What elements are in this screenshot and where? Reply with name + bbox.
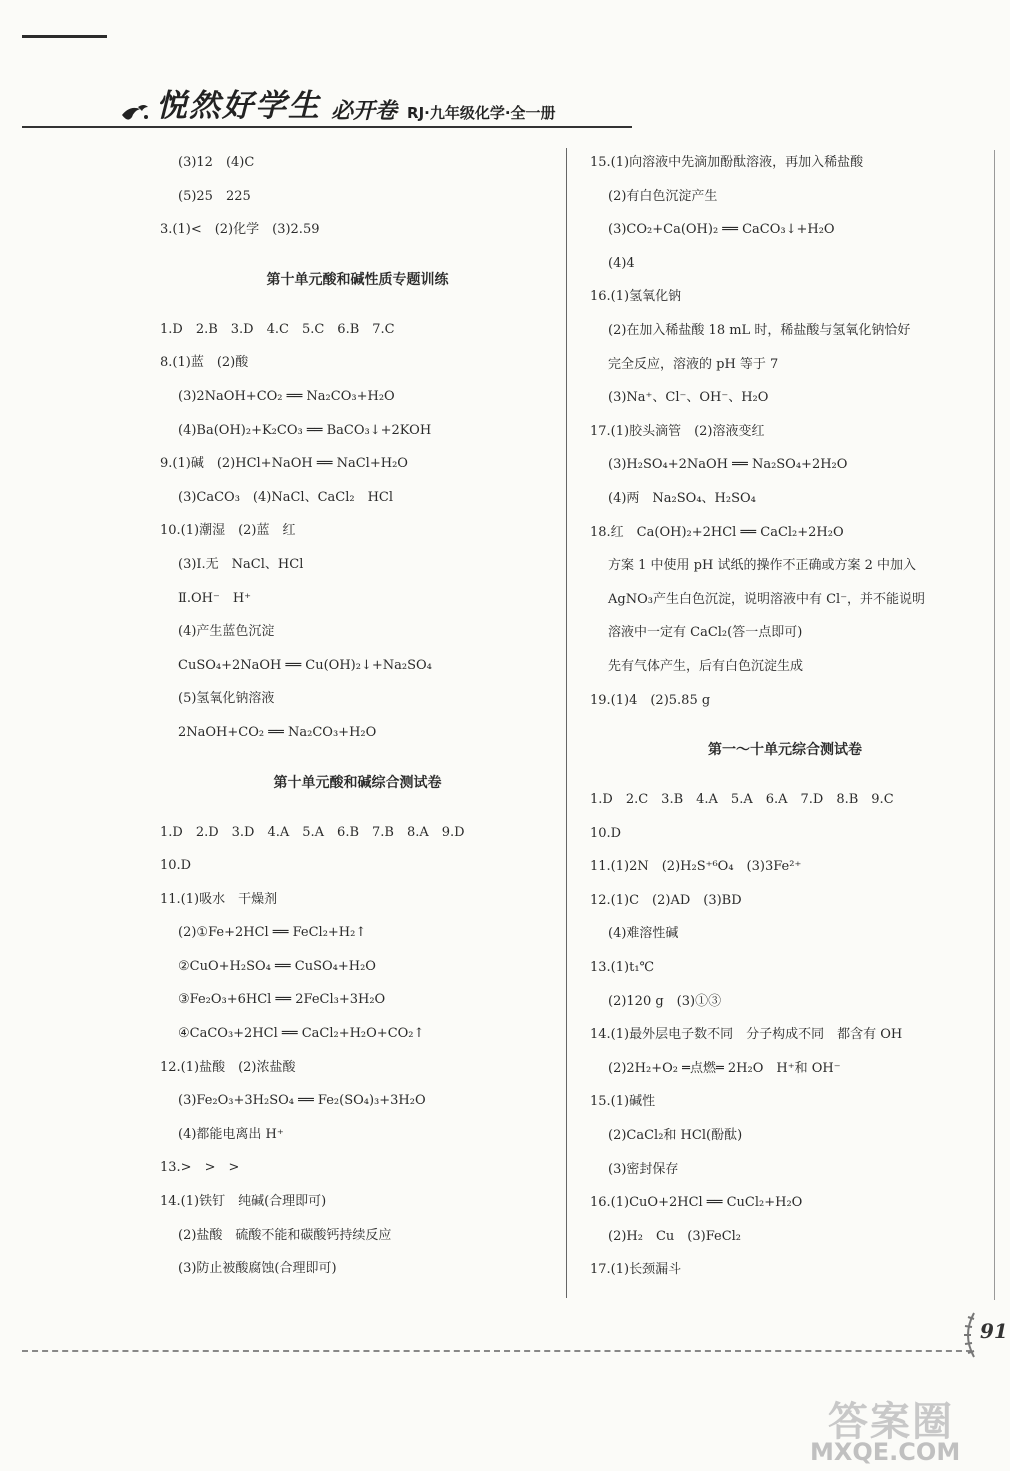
column-divider: [566, 148, 567, 1298]
answer-line: 11.(1)吸水 干燥剂: [160, 891, 278, 907]
answer-line: 溶液中一定有 CaCl₂(答一点即可): [608, 625, 803, 641]
answer-line: CuSO₄+2NaOH ══ Cu(OH)₂↓+Na₂SO₄: [178, 657, 432, 673]
header-rule: [22, 126, 632, 128]
answer-line: (2)在加入稀盐酸 18 mL 时，稀盐酸与氢氧化钠恰好: [608, 322, 911, 338]
answer-line: (3)12 (4)C: [178, 155, 255, 170]
answer-line: 16.(1)CuO+2HCl ══ CuCl₂+H₂O: [590, 1195, 803, 1211]
section-heading: 第一～十单元综合测试卷: [708, 742, 862, 759]
answer-line: 15.(1)碱性: [590, 1094, 656, 1110]
answer-line: ④CaCO₃+2HCl ══ CaCl₂+H₂O+CO₂↑: [178, 1026, 425, 1042]
section-heading: 第十单元酸和碱综合测试卷: [273, 774, 442, 791]
answer-line: (3)2NaOH+CO₂ ══ Na₂CO₃+H₂O: [178, 388, 395, 404]
answer-line: 2NaOH+CO₂ ══ Na₂CO₃+H₂O: [178, 724, 377, 740]
answer-line: (5)氢氧化钠溶液: [178, 691, 275, 707]
watermark-url: MXQE.COM: [810, 1438, 961, 1466]
answer-line: (2)盐酸 硫酸不能和碳酸钙持续反应: [178, 1227, 392, 1243]
answer-line: (4)产生蓝色沉淀: [178, 624, 275, 640]
series-title: 必开卷: [331, 98, 398, 124]
brand-title: 悦然好学生: [156, 88, 321, 124]
answer-line: 15.(1)向溶液中先滴加酚酞溶液，再加入稀盐酸: [590, 155, 864, 170]
answer-line: 方案 1 中使用 pH 试纸的操作不正确或方案 2 中加入: [608, 558, 916, 574]
answer-line: (4)难溶性碱: [608, 926, 679, 942]
answer-line: (4)4: [608, 255, 635, 271]
answer-line: (2)CaCl₂和 HCl(酚酞): [608, 1128, 743, 1144]
answer-line: (3)Fe₂O₃+3H₂SO₄ ══ Fe₂(SO₄)₃+3H₂O: [178, 1093, 426, 1109]
answer-line: 12.(1)盐酸 (2)浓盐酸: [160, 1059, 296, 1075]
answer-line: 先有气体产生，后有白色沉淀生成: [608, 658, 804, 674]
answer-line: (3)防止被酸腐蚀(合理即可): [178, 1261, 337, 1277]
answer-line: 1.D 2.C 3.B 4.A 5.A 6.A 7.D 8.B 9.C: [590, 792, 894, 808]
footer-rule: [22, 1350, 972, 1352]
top-corner-rule: [22, 35, 107, 38]
answer-line: 13.(1)t₁℃: [590, 960, 655, 976]
answer-line: ③Fe₂O₃+6HCl ══ 2FeCl₃+3H₂O: [178, 992, 386, 1008]
answer-line: 18.红 Ca(OH)₂+2HCl ══ CaCl₂+2H₂O: [590, 524, 844, 540]
answer-line: 1.D 2.D 3.D 4.A 5.A 6.B 7.B 8.A 9.D: [160, 824, 465, 840]
answer-line: Ⅱ.OH⁻ H⁺: [178, 590, 252, 606]
answer-line: (4)两 Na₂SO₄、H₂SO₄: [608, 490, 756, 506]
answer-line: 16.(1)氢氧化钠: [590, 289, 682, 305]
answer-line: 17.(1)胶头滴管 (2)溶液变红: [590, 423, 765, 439]
answer-line: 完全反应，溶液的 pH 等于 7: [608, 356, 779, 372]
bird-logo-icon: [120, 101, 150, 125]
answer-line: 14.(1)铁钉 纯碱(合理即可): [160, 1194, 327, 1210]
answer-line: 14.(1)最外层电子数不同 分子构成不同 都含有 OH: [590, 1027, 903, 1043]
answer-line: (3)Ⅰ.无 NaCl、HCl: [178, 556, 304, 572]
answer-line: AgNO₃产生白色沉淀，说明溶液中有 Cl⁻，并不能说明: [608, 591, 926, 607]
answer-line: (2)2H₂+O₂ ═点燃═ 2H₂O H⁺和 OH⁻: [608, 1060, 841, 1076]
subject-label: RJ·九年级化学·全一册: [407, 104, 556, 122]
page-number-badge: [960, 1305, 1010, 1365]
page-header: [120, 85, 556, 125]
answer-line: (4)Ba(OH)₂+K₂CO₃ ══ BaCO₃↓+2KOH: [178, 422, 432, 438]
answer-line: 17.(1)长颈漏斗: [590, 1262, 682, 1278]
left-column: [160, 146, 555, 1286]
answer-line: (2)H₂ Cu (3)FeCl₂: [608, 1228, 742, 1244]
section-heading: 第十单元酸和碱性质专题训练: [266, 271, 449, 288]
answer-line: 10.D: [160, 858, 192, 874]
answer-line: (3)密封保存: [608, 1161, 679, 1177]
answer-line: (2)有白色沉淀产生: [608, 188, 718, 204]
answer-line: 8.(1)蓝 (2)酸: [160, 355, 249, 371]
watermark-text: 答案圈: [828, 1399, 954, 1445]
right-edge-rule: [994, 150, 995, 1300]
answer-line: (5)25 225: [178, 188, 251, 204]
answer-line: 3.(1)< (2)化学 (3)2.59: [160, 222, 320, 238]
answer-line: 9.(1)碱 (2)HCl+NaOH ══ NaCl+H₂O: [160, 456, 408, 472]
right-column: [590, 146, 980, 1287]
answer-line: (3)CO₂+Ca(OH)₂ ══ CaCO₃↓+H₂O: [608, 222, 835, 238]
answer-line: (3)Na⁺、Cl⁻、OH⁻、H₂O: [608, 390, 769, 406]
answer-line: ②CuO+H₂SO₄ ══ CuSO₄+H₂O: [178, 958, 376, 974]
answer-line: (3)CaCO₃ (4)NaCl、CaCl₂ HCl: [178, 489, 394, 505]
answer-line: (2)120 g (3)①③: [608, 993, 722, 1009]
answer-line: (2)①Fe+2HCl ══ FeCl₂+H₂↑: [178, 925, 367, 941]
answer-line: 13.> > >: [160, 1160, 240, 1176]
answer-line: (3)H₂SO₄+2NaOH ══ Na₂SO₄+2H₂O: [608, 457, 848, 473]
page-number: 91: [980, 1319, 1008, 1343]
answer-line: (4)都能电离出 H⁺: [178, 1126, 284, 1142]
answer-line: 12.(1)C (2)AD (3)BD: [590, 892, 742, 908]
answer-line: 10.D: [590, 825, 622, 841]
watermark: [810, 1390, 990, 1470]
answer-line: 10.(1)潮湿 (2)蓝 红: [160, 523, 296, 539]
answer-line: 1.D 2.B 3.D 4.C 5.C 6.B 7.C: [160, 321, 395, 337]
answer-line: 19.(1)4 (2)5.85 g: [590, 692, 711, 708]
answer-line: 11.(1)2N (2)H₂S⁺⁶O₄ (3)3Fe²⁺: [590, 859, 802, 875]
